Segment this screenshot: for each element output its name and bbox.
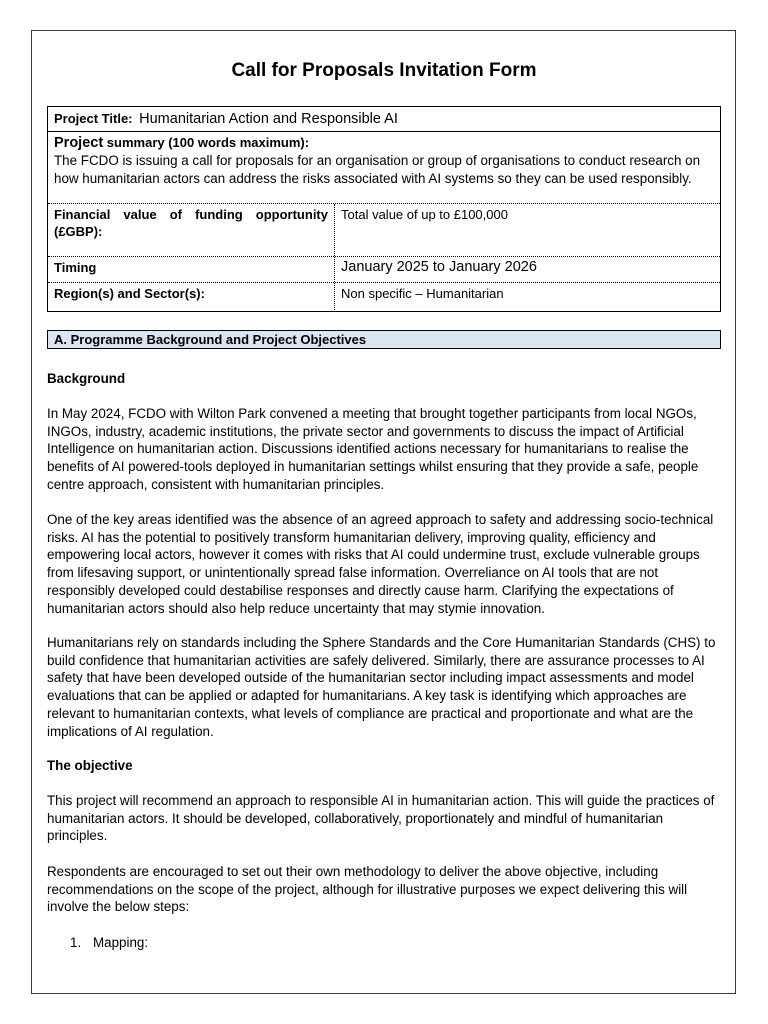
background-paragraph-2: One of the key areas identified was the absence of an agreed approach to safety and addressing socio-technical risks. AI has the potential to positively transform humanitarian delivery, improving quality, efficiency and empowering local actors, however it comes with risks that AI could undermine trust, exclude vulnerable groups from lifesaving support, or unintentionally spread false information. Overreliance on AI tools that are not responsibly developed could destabilise responses and directly cause harm. Clarifying the expectations of humanitarian actors should also help reduce uncertainty that may stymie innovation. bbox=[47, 512, 714, 616]
summary-label-project: Project bbox=[54, 135, 104, 151]
list-item bbox=[70, 934, 148, 952]
project-summary-row bbox=[48, 131, 720, 203]
objective-paragraph-1: This project will recommend an approach to responsible AI in humanitarian action. This will guide the practices of humanitarian actors. It should be developed, collaboratively, proportionately and mindful of humanitarian principles. bbox=[47, 793, 715, 844]
objective-heading: The objective bbox=[47, 758, 133, 773]
project-title-value: Humanitarian Action and Responsible AI bbox=[139, 111, 398, 127]
section-a-heading: A. Programme Background and Project Objectives bbox=[47, 330, 721, 349]
summary-text: The FCDO is issuing a call for proposals for an organisation or group of organisations to conduct research on how humanitarian actors can address the risks associated with AI systems so they can be used responsibly. bbox=[54, 153, 701, 186]
objective-paragraph-2: Respondents are encouraged to set out their own methodology to deliver the above objective, including recommendations on the scope of the project, although for illustrative purposes we expect delivering this will involve the below steps: bbox=[47, 864, 688, 915]
summary-label-rest: summary (100 words maximum): bbox=[106, 135, 310, 150]
funding-label: Financial value of funding opportunity (£GBP): bbox=[54, 207, 328, 239]
background-paragraph-1: In May 2024, FCDO with Wilton Park convened a meeting that brought together participants from local NGOs, INGOs, industry, academic institutions, the private sector and governments to discuss the impact of Artificial Intelligence on humanitarian action. Discussions identified actions necessary for humanitarians to realise the benefits of AI powered-tools deployed in humanitarian settings whilst ensuring that they provide a safe, people centre approach, consistent with humanitarian principles. bbox=[47, 406, 699, 492]
funding-row bbox=[48, 203, 720, 256]
list-item-number: 1. bbox=[70, 935, 82, 950]
region-row bbox=[48, 282, 720, 312]
list-item-label: Mapping: bbox=[93, 935, 149, 950]
project-title-row bbox=[48, 107, 720, 131]
timing-value: January 2025 to January 2026 bbox=[341, 259, 537, 275]
region-value: Non specific – Humanitarian bbox=[341, 286, 504, 301]
project-title-label: Project Title: bbox=[54, 111, 133, 126]
background-paragraph-3: Humanitarians rely on standards including the Sphere Standards and the Core Humanitarian Standards (CHS) to build confidence that humanitarian activities are safely delivered. Similarly, there are assurance processes to AI safety that have been developed outside of the humanitarian sector including impact assessments and model evaluations that can be applied or adapted for humanitarians. A key task is identifying which approaches are relevant to humanitarian contexts, what levels of compliance are practical and proportionate and what are the implications of AI regulation. bbox=[47, 635, 716, 739]
form-title: Call for Proposals Invitation Form bbox=[231, 60, 537, 81]
region-label: Region(s) and Sector(s): bbox=[54, 286, 205, 301]
background-heading: Background bbox=[47, 371, 126, 386]
project-summary-table bbox=[47, 106, 721, 312]
timing-label: Timing bbox=[54, 260, 97, 275]
timing-row bbox=[48, 256, 720, 282]
funding-value: Total value of up to £100,000 bbox=[341, 207, 508, 222]
